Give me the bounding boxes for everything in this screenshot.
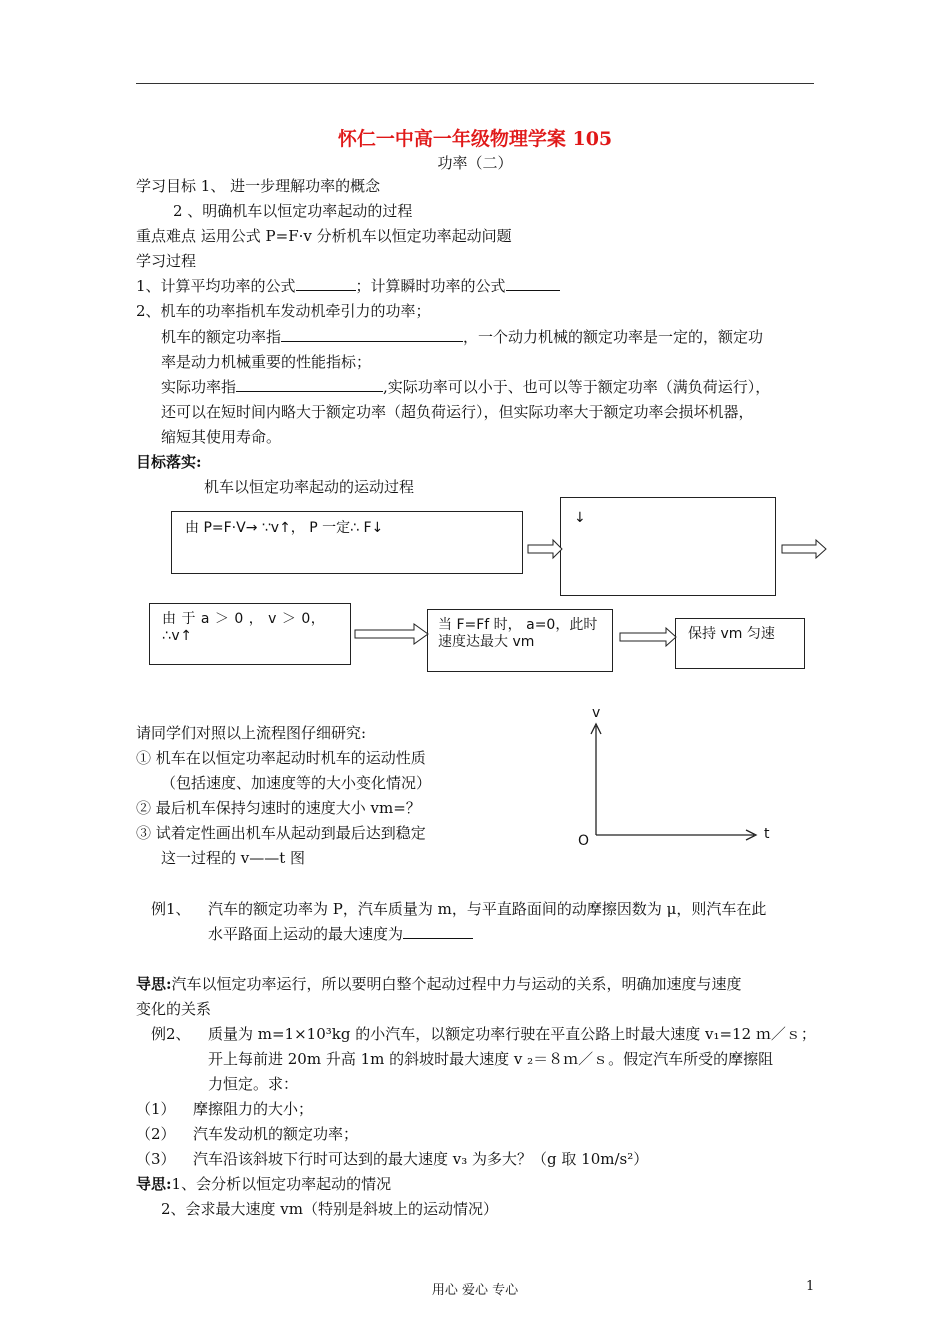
flow-box-4-line1: 当 F=Ff 时， a=0，此时	[438, 617, 598, 633]
process-label: 学习过程	[136, 252, 197, 270]
example-1-line1: 汽车的额定功率为 P，汽车质量为 m，与平直路面间的动摩擦因数为 μ，则汽车在此	[208, 900, 767, 918]
example-2-q1: 摩擦阻力的大小；	[193, 1100, 314, 1118]
example-2-q3: 汽车沿该斜坡下行时可达到的最大速度 v₃ 为多大？（g 取 10m/s²）	[193, 1150, 649, 1168]
actual-suffix: ,实际功率可以小于、也可以等于额定功率（满负荷运行），	[383, 378, 771, 396]
guide-2-line1: 1、会分析以恒定功率起动的情况	[171, 1175, 392, 1193]
example-1-line2: 水平路面上运动的最大速度为	[208, 925, 404, 943]
graph-y-label: v	[592, 705, 601, 721]
study-item-2: ② 最后机车保持匀速时的速度大小 vm=？	[136, 799, 421, 817]
q2-line1: 2、机车的功率指机车发动机牵引力的功率；	[136, 302, 431, 320]
guide-2	[136, 1172, 391, 1197]
graph-origin: O	[578, 833, 590, 849]
guide-1-line1: 汽车以恒定功率运行，所以要明白整个起动过程中力与运动的关系，明确加速度与速度	[171, 975, 742, 993]
q1-middle: ；计算瞬时功率的公式	[355, 277, 506, 295]
example-2-q3-num: （3）	[136, 1150, 176, 1168]
example-2-q1-num: （1）	[136, 1100, 176, 1118]
study-item-1b: （包括速度、加速度等的大小变化情况）	[161, 774, 432, 792]
example-2-line3: 力恒定。求：	[208, 1075, 299, 1093]
max-speed-blank[interactable]	[403, 924, 473, 939]
flow-title: 机车以恒定功率起动的运动过程	[204, 478, 415, 496]
example-2-q2: 汽车发动机的额定功率；	[193, 1125, 359, 1143]
guide-2-label: 导思:	[136, 1175, 172, 1193]
study-item-1: ① 机车在以恒定功率起动时机车的运动性质	[136, 749, 426, 767]
example-2-line2: 开上每前进 20m 升高 1m 的斜坡时最大速度 v ₂＝８ｍ／ｓ。假定汽车所受的摩擦阻	[208, 1050, 774, 1068]
flow-box-1-text: 由 P=F·V→ ∵v↑， P 一定∴ F↓	[185, 520, 384, 536]
guide-1	[136, 972, 742, 997]
study-item-3: ③ 试着定性画出机车从起动到最后达到稳定	[136, 824, 426, 842]
guide-1-line2: 变化的关系	[136, 1000, 212, 1018]
example-2-line1: 质量为 m=1×10³kg 的小汽车，以额定功率行驶在平直公路上时最大速度 v₁=12 ｍ／ｓ；	[208, 1025, 816, 1043]
footer-motto: 用心 爱心 专心	[431, 1283, 519, 1298]
study-intro: 请同学们对照以上流程图仔细研究:	[136, 724, 367, 742]
study-item-3b: 这一过程的 v——t 图	[161, 849, 306, 867]
guide-2-line2: 2、会求最大速度 vm（特别是斜坡上的运动情况）	[161, 1200, 499, 1218]
actual-line2: 还可以在短时间内略大于额定功率（超负荷运行），但实际功率大于额定功率会损坏机器，	[161, 403, 754, 421]
example-2-label: 例2、	[151, 1025, 191, 1043]
page-number: 1	[806, 1279, 815, 1294]
example-1-label: 例1、	[151, 900, 191, 918]
guide-1-label: 导思:	[136, 975, 172, 993]
target-label: 目标落实:	[136, 453, 202, 471]
graph-x-label: t	[764, 826, 770, 842]
objective-2: 2 、明确机车以恒定功率起动的过程	[173, 202, 413, 220]
actual-prefix: 实际功率指	[161, 378, 237, 396]
document-subtitle: 功率（二）	[437, 154, 513, 172]
flow-box-4-line2: 速度达最大 vm	[438, 634, 535, 650]
objective-1: 1、 进一步理解功率的概念	[200, 177, 381, 195]
key-points: 重点难点 运用公式 P=F·v 分析机车以恒定功率起动问题	[136, 227, 512, 245]
actual-line3: 缩短其使用寿命。	[161, 428, 282, 446]
example-1-line2-wrap	[208, 922, 473, 947]
flow-box-2-text: ↓	[574, 510, 586, 526]
objectives-label: 学习目标	[136, 177, 197, 195]
flow-box-5-text: 保持 vm 匀速	[688, 626, 775, 642]
q1-prefix: 1、计算平均功率的公式	[136, 277, 296, 295]
document-title: 怀仁一中高一年级物理学案 105	[337, 128, 613, 150]
rated-prefix: 机车的额定功率指	[161, 328, 282, 346]
example-2-q2-num: （2）	[136, 1125, 176, 1143]
rated-suffix: ，一个动力机械的额定功率是一定的，额定功	[463, 328, 764, 346]
flow-box-3-text: 由 于 a ＞ 0 ， v ＞ 0，∴v↑	[162, 611, 326, 644]
rated-line2: 率是动力机械重要的性能指标；	[161, 353, 372, 371]
